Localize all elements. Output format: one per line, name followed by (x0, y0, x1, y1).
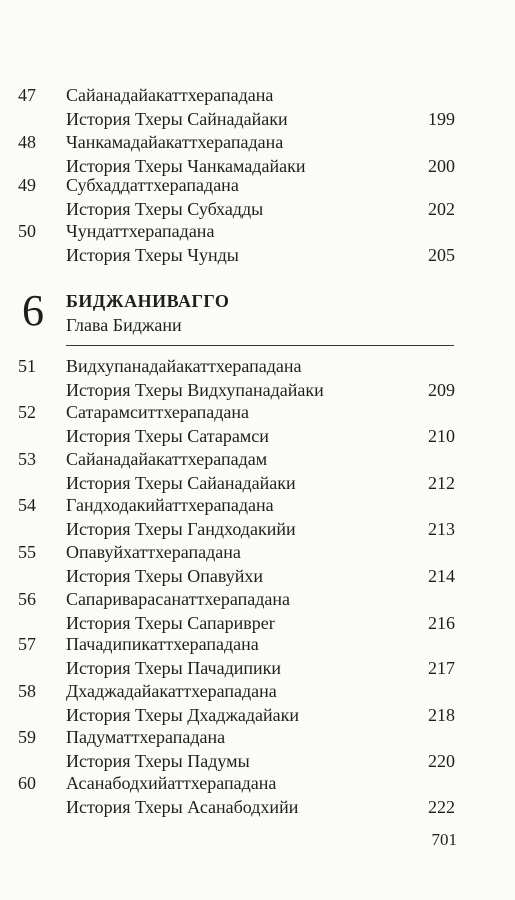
entry-subtitle: История Тхеры Пачадипики (66, 658, 282, 678)
entry-number: 50 (18, 221, 36, 241)
entry-number: 51 (18, 356, 36, 376)
entry-page-number: 213 (428, 519, 455, 539)
entry-page-number: 202 (428, 199, 455, 219)
entry-subtitle: История Тхеры Асанабодхийи (66, 797, 299, 817)
toc-entry-56 (0, 588, 515, 636)
entry-title: Дхаджадайакаттхерападана (66, 681, 277, 701)
folio-page-number: 701 (431, 830, 457, 849)
toc-entry-53 (0, 448, 515, 496)
toc-entry-54 (0, 494, 515, 542)
toc-entry-49 (0, 174, 515, 222)
part-divider (66, 345, 454, 346)
toc-entry-51 (0, 355, 515, 403)
entry-title: Сапариварасанаттхерападана (66, 589, 291, 609)
entry-title: Гандходакийаттхерападана (66, 495, 274, 515)
entry-title: Сайанадайакаттхерападам (66, 449, 268, 469)
entry-number: 57 (18, 634, 36, 654)
entry-subtitle: История Тхеры Опавуйхи (66, 566, 264, 586)
entry-number: 55 (18, 542, 36, 562)
entry-subtitle: История Тхеры Сайнадайаки (66, 109, 288, 129)
toc-entry-55 (0, 541, 515, 589)
entry-subtitle: История Тхеры Падумы (66, 751, 250, 771)
part-heading (0, 286, 515, 346)
part-subtitle: Глава Биджани (66, 315, 182, 335)
toc-entry-47 (0, 84, 515, 132)
entry-number: 48 (18, 132, 36, 152)
entry-title: Сатарамситтхерападана (66, 402, 250, 422)
entry-subtitle: История Тхеры Субхадды (66, 199, 264, 219)
entry-subtitle: История Тхеры Дхаджадайаки (66, 705, 300, 725)
entry-title: Пачадипикаттхерападана (66, 634, 259, 654)
entry-page-number: 199 (428, 109, 455, 129)
entry-title: Сайанадайакаттхерападана (66, 85, 274, 105)
part-number: 6 (22, 286, 44, 335)
entry-subtitle: История Тхеры Сайанадайаки (66, 473, 296, 493)
entry-page-number: 217 (428, 658, 455, 678)
entry-subtitle: История Тхеры Сапаривper (66, 613, 275, 633)
toc-entry-57 (0, 633, 515, 681)
entry-number: 47 (18, 85, 36, 105)
toc-entry-58 (0, 680, 515, 728)
entry-number: 54 (18, 495, 36, 515)
entry-subtitle: История Тхеры Видхупанадайаки (66, 380, 324, 400)
entry-page-number: 218 (428, 705, 455, 725)
entry-page-number: 220 (428, 751, 455, 771)
toc-entry-52 (0, 401, 515, 449)
entry-subtitle: История Тхеры Чанкамадайаки (66, 156, 306, 176)
entry-page-number: 205 (428, 245, 455, 265)
entry-page-number: 200 (428, 156, 455, 176)
entry-number: 56 (18, 589, 36, 609)
entry-title: Чанкамадайакаттхерападана (66, 132, 284, 152)
entry-title: Падуматтхерападана (66, 727, 226, 747)
entry-title: Чундаттхерападана (66, 221, 215, 241)
entry-page-number: 216 (428, 613, 455, 633)
entry-title: Видхупанадайакаттхерападана (66, 356, 302, 376)
toc-entry-48 (0, 131, 515, 179)
toc-entry-59 (0, 726, 515, 774)
entry-page-number: 214 (428, 566, 455, 586)
entry-number: 52 (18, 402, 36, 422)
entry-page-number: 210 (428, 426, 455, 446)
entry-page-number: 209 (428, 380, 455, 400)
entry-subtitle: История Тхеры Сатарамси (66, 426, 269, 446)
entry-title: Асанабодхийаттхерападана (66, 773, 277, 793)
entry-title: Субхаддаттхерападана (66, 175, 239, 195)
entry-number: 53 (18, 449, 36, 469)
entry-number: 49 (18, 175, 36, 195)
entry-number: 58 (18, 681, 36, 701)
entry-subtitle: История Тхеры Чунды (66, 245, 239, 265)
entry-number: 60 (18, 773, 36, 793)
entry-title: Опавуйхаттхерападана (66, 542, 241, 562)
entry-page-number: 212 (428, 473, 455, 493)
entry-page-number: 222 (428, 797, 455, 817)
entry-number: 59 (18, 727, 36, 747)
entry-subtitle: История Тхеры Гандходакийи (66, 519, 296, 539)
toc-entry-50 (0, 220, 515, 268)
part-title: БИДЖАНИВАГГО (66, 291, 230, 311)
toc-entry-60 (0, 772, 515, 820)
